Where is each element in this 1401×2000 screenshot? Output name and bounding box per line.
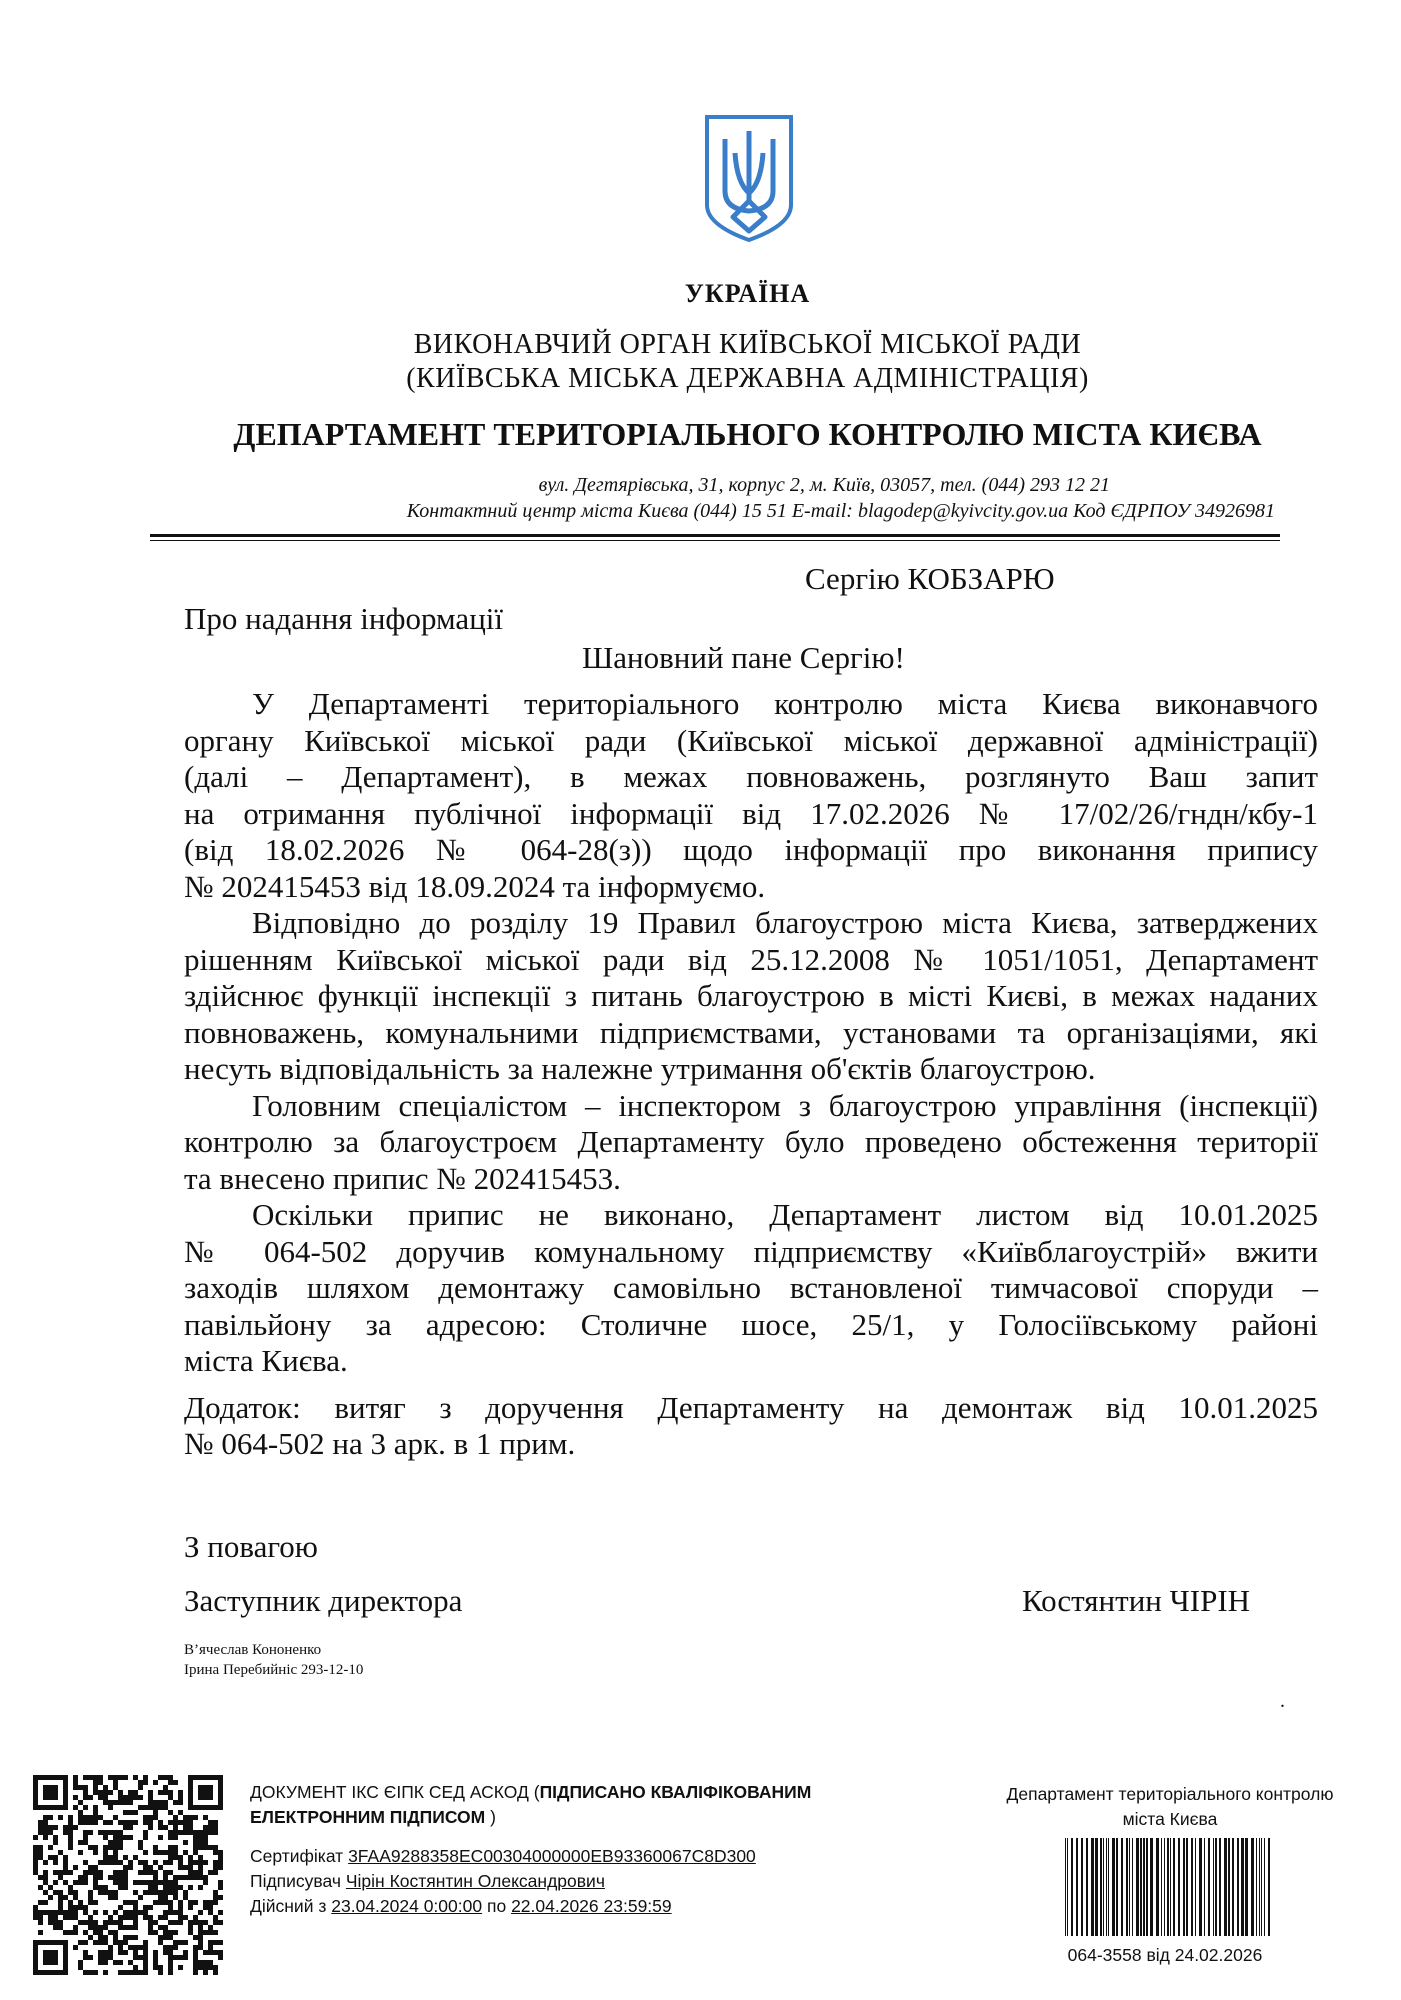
body-line: несуть відповідальність за належне утримання об'єктів благоустрою. — [184, 1051, 1096, 1086]
header-rule-thin — [150, 540, 1280, 541]
signer-value: Чірін Костянтин Олександрович — [345, 1871, 605, 1891]
executor-line: В’ячеслав Кононенко — [184, 1642, 322, 1658]
body-line: № 064-502 доручив комунальному підприємству «Київблагоустрій» вжити — [184, 1233, 1318, 1269]
executors — [184, 1640, 363, 1680]
validity-row — [250, 1894, 880, 1919]
signer-name: Костянтин ЧІРІН — [1022, 1583, 1251, 1618]
qr-code — [33, 1775, 223, 1975]
body-line: рішенням Київської міської ради від 25.12.2008 № 1051/1051, Департамент — [184, 941, 1318, 977]
e-signature-title — [250, 1780, 880, 1805]
body-line: Відповідно до розділу 19 Правил благоустрою міста Києва, затверджених — [252, 905, 1318, 940]
address-line2: Контактний центр міста Києва (044) 15 51 E-mail: blagodep@kyivcity.gov.ua Код ЄДРПОУ 34926981 — [406, 500, 1275, 522]
recipient: Сергію КОБЗАРЮ — [805, 561, 1055, 596]
body-line: У Департаменті територіального контролю міста Києва виконавчого — [252, 686, 1318, 721]
body-line: павільйону за адресою: Столичне шосе, 25/1, у Голосіївському районі — [184, 1306, 1318, 1342]
certificate-row — [250, 1844, 880, 1869]
coat-of-arms-icon — [703, 113, 795, 243]
body-line: Оскільки припис не виконано, Департамент листом від 10.01.2025 — [252, 1197, 1318, 1232]
body-line: повноважень, комунальними підприємствами, установами та організаціями, які — [184, 1014, 1318, 1050]
valid-to: 22.04.2026 23:59:59 — [511, 1896, 672, 1916]
attachment-line: Додаток: витяг з доручення Департаменту на демонтаж від 10.01.2025 — [184, 1389, 1318, 1425]
address-line1: вул. Дегтярівська, 31, корпус 2, м. Київ, 03057, тел. (044) 293 12 21 — [538, 474, 1110, 496]
validity-label: Дійсний з — [250, 1896, 327, 1916]
signer-label: Підписувач — [250, 1871, 341, 1891]
certificate-label: Сертифікат — [250, 1846, 344, 1866]
body-line: № 202415453 від 18.09.2024 та інформуємо. — [184, 868, 766, 904]
executor-line: Ірина Перебийніс 293-12-10 — [184, 1662, 364, 1678]
body-line: заходів шляхом демонтажу самовільно встановленої тимчасової споруди – — [184, 1270, 1318, 1305]
e-signature-title-bold2: ЕЛЕКТРОННИМ ПІДПИСОМ — [250, 1807, 486, 1827]
header-rule-thick — [150, 534, 1280, 537]
org-name-line2: (КИЇВСЬКА МІСЬКА ДЕРЖАВНА АДМІНІСТРАЦІЯ) — [406, 363, 1089, 394]
greeting: Шановний пане Сергію! — [582, 640, 905, 675]
body-line: на отримання публічної інформації від 17.02.2026 № 17/02/26/гндн/кбу-1 — [184, 795, 1318, 831]
letter-body — [184, 686, 1318, 1463]
attachment-line: № 064-502 на 3 арк. в 1 прим. — [184, 1426, 576, 1461]
country-title: УКРАЇНА — [684, 279, 811, 308]
body-line: здійснює функції інспекції з питань благоустрою в місті Києві, в межах наданих — [184, 978, 1318, 1013]
signer-position: Заступник директора — [184, 1583, 463, 1618]
body-line: контролю за благоустроєм Департаменту було проведено обстеження території — [184, 1124, 1318, 1159]
registration-block — [970, 1782, 1370, 1832]
registration-org-line2: міста Києва — [1122, 1809, 1218, 1829]
registration-number: 064-3558 від 24.02.2026 — [1067, 1945, 1263, 1965]
e-signature-title-bold1: ПІДПИСАНО КВАЛІФІКОВАНИМ — [539, 1782, 812, 1802]
department-title: ДЕПАРТАМЕНТ ТЕРИТОРІАЛЬНОГО КОНТРОЛЮ МІСТА КИЄВА — [233, 416, 1262, 452]
body-line: та внесено припис № 202415453. — [184, 1160, 621, 1196]
signer-row — [250, 1869, 880, 1894]
registration-org-line1: Департамент територіального контролю — [1006, 1784, 1334, 1804]
body-line: органу Київської міської ради (Київської міської державної адміністрації) — [184, 722, 1318, 758]
subject: Про надання інформації — [184, 601, 504, 636]
e-signature-block — [250, 1780, 880, 1919]
e-signature-title-suffix: ) — [490, 1807, 496, 1827]
validity-separator: по — [486, 1896, 507, 1916]
org-name-line1: ВИКОНАВЧИЙ ОРГАН КИЇВСЬКОЇ МІСЬКОЇ РАДИ — [413, 329, 1082, 360]
e-signature-title-prefix: ДОКУМЕНТ ІКС ЄІПК СЕД АСКОД ( — [250, 1782, 540, 1802]
stray-mark: . — [1280, 1690, 1285, 1712]
closing: З повагою — [184, 1529, 318, 1564]
body-line: Головним спеціалістом – інспектором з благоустрою управління (інспекції) — [252, 1087, 1318, 1123]
body-line: міста Києва. — [184, 1343, 348, 1378]
body-line: (від 18.02.2026 № 064-28(з)) щодо інформації про виконання припису — [184, 832, 1318, 867]
body-line: (далі – Департамент), в межах повноважень, розглянуто Ваш запит — [184, 759, 1318, 794]
certificate-value: 3FAA9288358EC00304000000EB93360067C8D300 — [348, 1846, 756, 1866]
barcode — [1065, 1838, 1271, 1936]
e-signature-title-2 — [250, 1805, 880, 1830]
valid-from: 23.04.2024 0:00:00 — [331, 1896, 483, 1916]
